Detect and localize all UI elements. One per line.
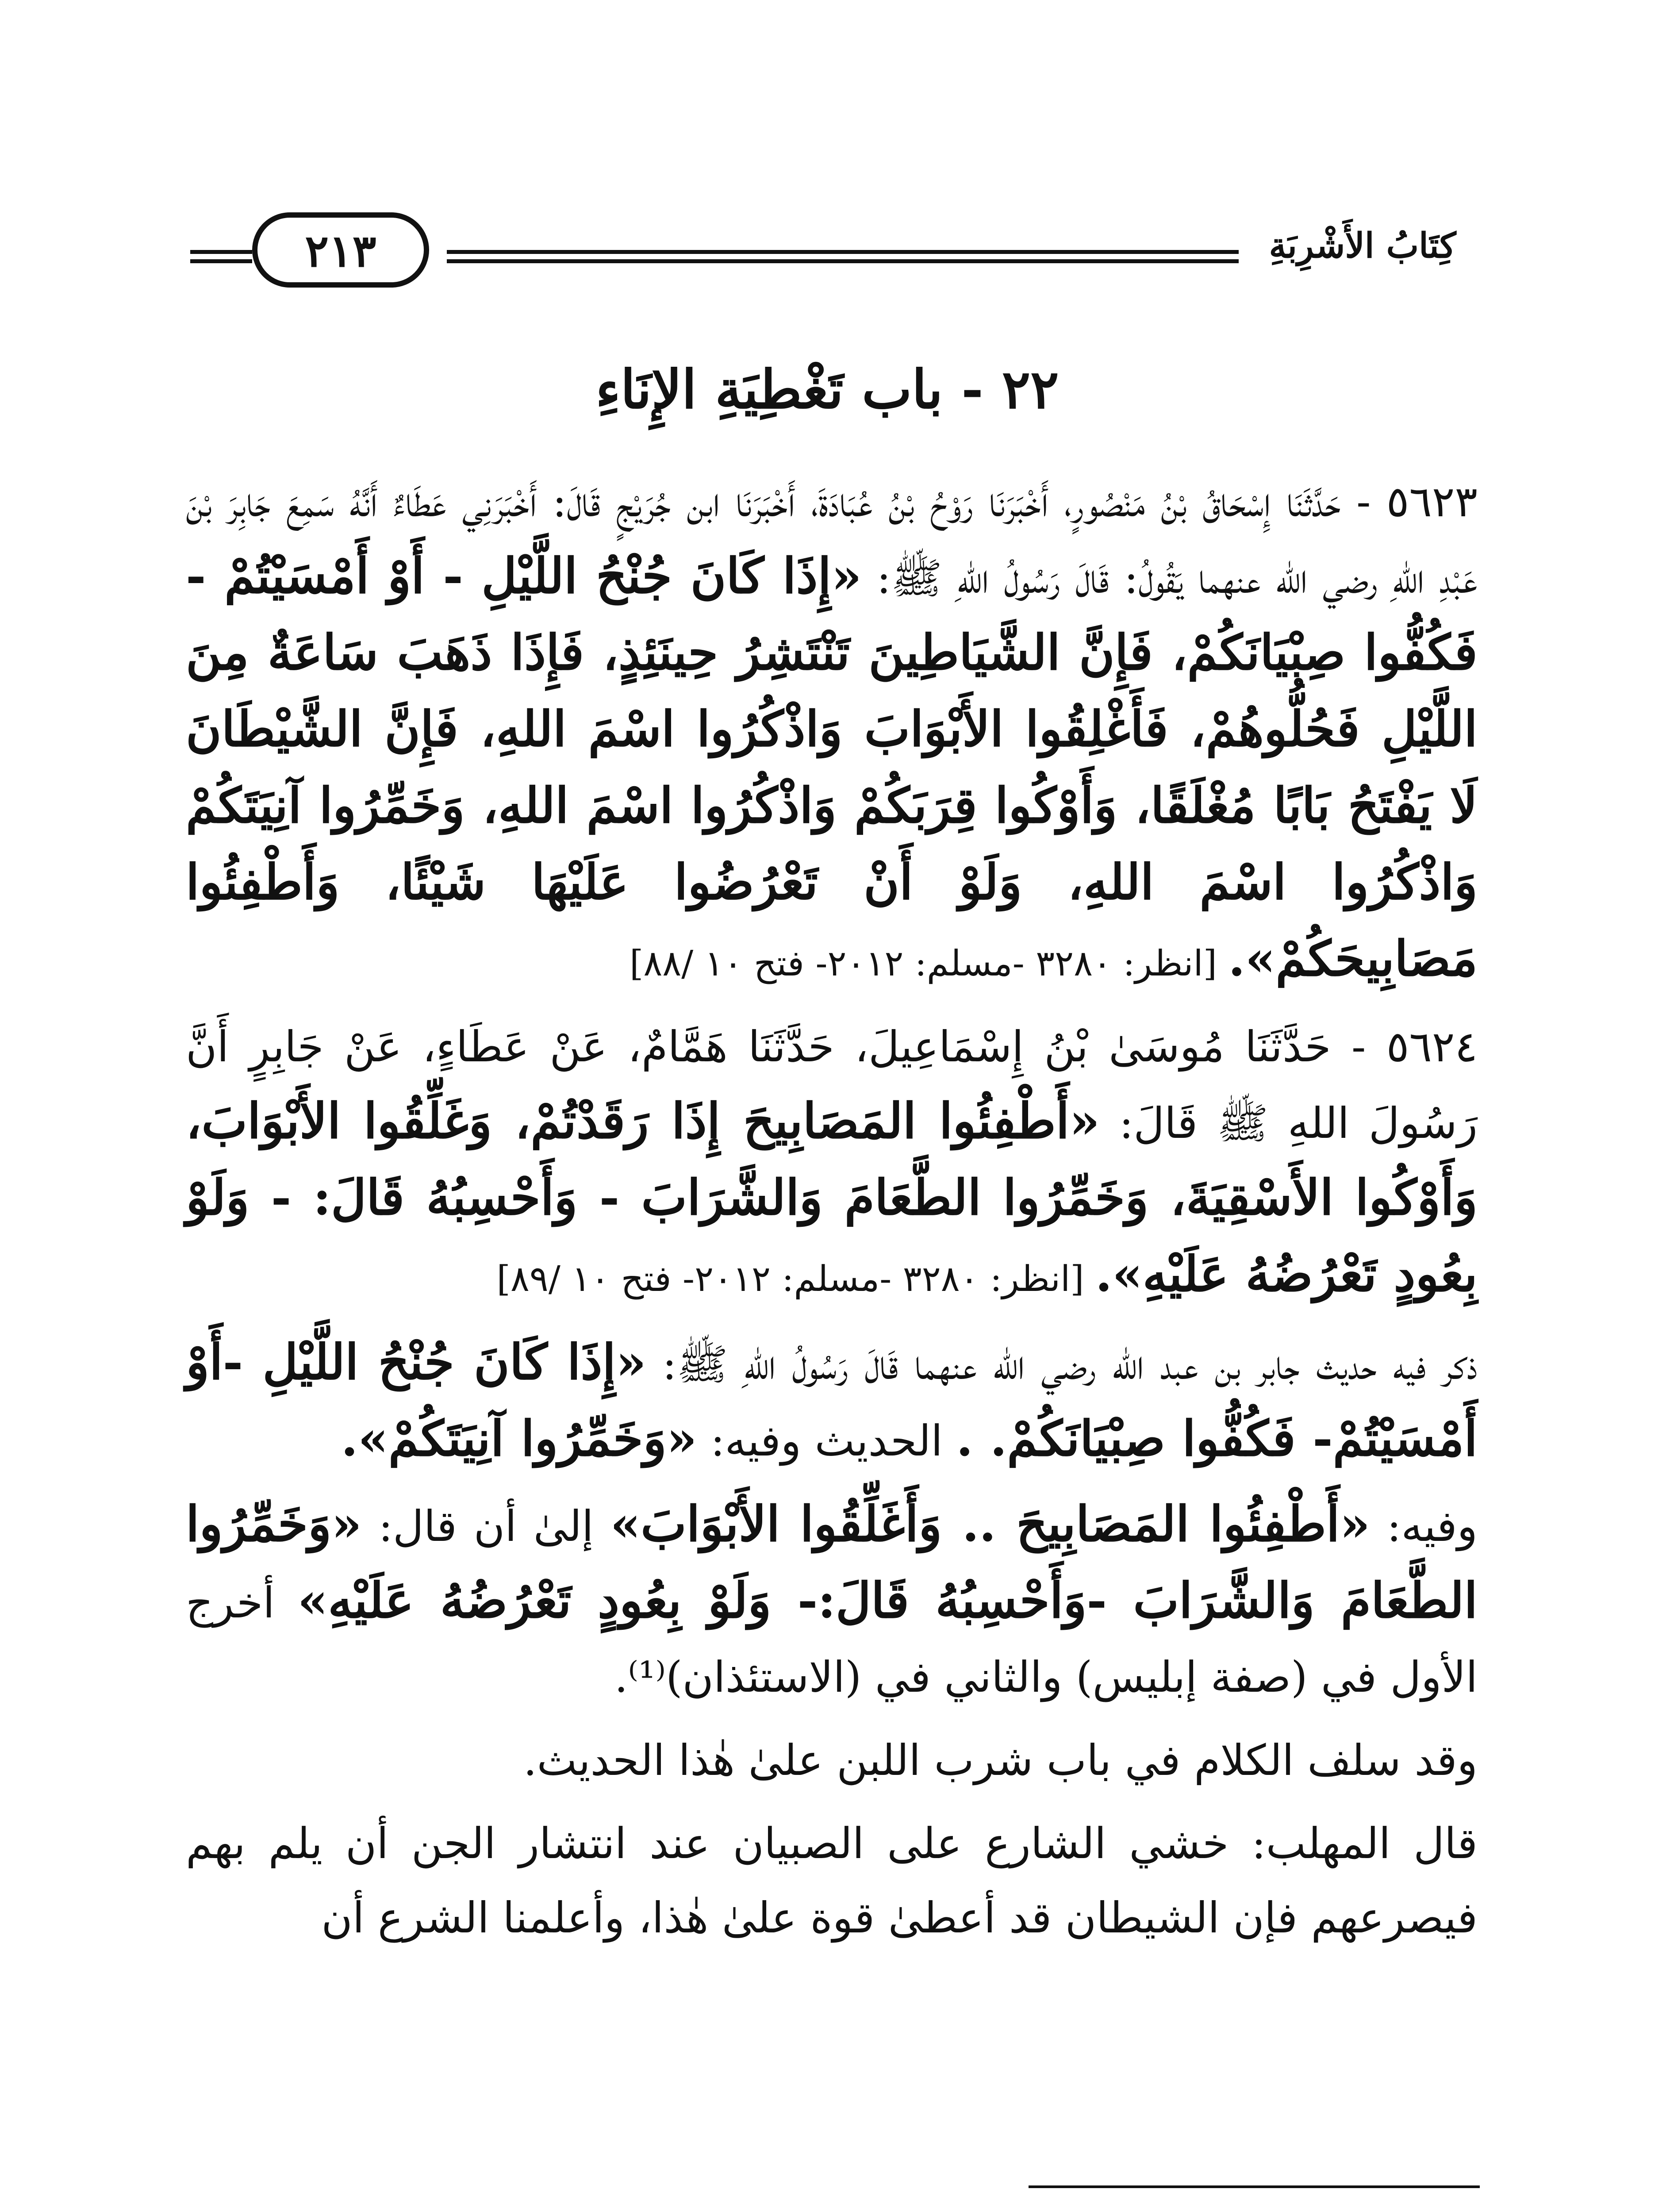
- footnote-divider: [1029, 2185, 1480, 2188]
- commentary-paragraph: [186, 1487, 1478, 1714]
- page-header: [190, 208, 1464, 296]
- isnad-text: ٥٦٢٣ - حَدَّثَنَا إِسْحَاقُ بْنُ مَنْصُورٍ، أَخْبَرَنَا رَوْحُ بْنُ عُبَادَةَ، أَخْبَرَنَا ابن جُرَيْجٍ قَالَ: أَخْبَرَنِي عَطَاءٌ أَنَّهُ سَمِعَ جَابِرَ بْنَ عَبْدِ اللهِ رضي الله عنهما يَقُولُ: قَالَ رَسُولُ اللهِ ﷺ:: [186, 477, 1478, 603]
- header-rule: [447, 250, 1239, 263]
- hadith-text: «إِذَا كَانَ جُنْحُ اللَّيْلِ - أَوْ أَمْسَيْتُمْ - فَكُفُّوا صِبْيَانَكُمْ، فَإِنَّ الشَّيَاطِينَ تَنْتَشِرُ حِينَئِذٍ، فَإِذَا ذَهَبَ سَاعَةٌ مِنَ اللَّيْلِ فَحُلُّوهُمْ، فَأَغْلِقُوا الأَبْوَابَ وَاذْكُرُوا اسْمَ اللهِ، فَإِنَّ الشَّيْطَانَ لَا يَفْتَحُ بَابًا مُغْلَقًا، وَأَوْكُوا قِرَبَكُمْ وَاذْكُرُوا اسْمَ اللهِ، وَخَمِّرُوا آنِيَتَكُمْ وَاذْكُرُوا اسْمَ اللهِ، وَلَوْ أَنْ تَعْرُضُوا عَلَيْهَا شَيْئًا، وَأَطْفِئُوا مَصَابِيحَكُمْ».: [186, 547, 1478, 987]
- commentary-text: الحديث وفيه:: [697, 1416, 956, 1466]
- hadith-text: «أَطْفِئُوا المَصَابِيحَ إِذَا رَقَدْتُمْ، وَغَلِّقُوا الأَبْوَابَ، وَأَوْكُوا الأَسْقِيَةَ، وَخَمِّرُوا الطَّعَامَ وَالشَّرَابَ - وَأَحْسِبُهُ قَالَ: - وَلَوْ بِعُودٍ تَعْرُضُهُ عَلَيْهِ».: [186, 1092, 1478, 1302]
- commentary-text: وقد سلف الكلام في باب شرب اللبن علىٰ هٰذا الحديث.: [523, 1736, 1478, 1785]
- quoted-hadith: «وَخَمِّرُوا آنِيَتَكُمْ».: [341, 1410, 697, 1467]
- quoted-hadith: «وَخَمِّرُوا الطَّعَامَ وَالشَّرَابَ -وَأَحْسِبُهُ قَالَ:- وَلَوْ بِعُودٍ تَعْرُضُهُ عَلَيْهِ»: [186, 1495, 1478, 1629]
- commentary-text: ذكر فيه حديث جابر بن عبد الله رضي الله عنهما قَالَ رَسُولُ اللهِ ﷺ:: [646, 1340, 1478, 1389]
- header-rule-end: [190, 250, 252, 263]
- quoted-hadith: «أَطْفِئُوا المَصَابِيحَ .. وَأَغَلِّقُوا الأَبْوَابَ»: [610, 1495, 1371, 1552]
- hadith-paragraph-5624: [186, 1010, 1478, 1316]
- book-title: كِتَابُ الأَشْرِبَةِ: [1269, 226, 1456, 266]
- chapter-title: ٢٢ - باب تَغْطِيَةِ الإِنَاءِ: [595, 358, 1059, 421]
- commentary-text: أخرج الأول في (صفة إبليس) والثاني في (الاستئذان)⁽¹⁾.: [186, 1578, 1478, 1702]
- commentary-paragraph: [186, 1806, 1478, 1955]
- commentary-text: وفيه:: [1370, 1502, 1478, 1551]
- isnad-text: ٥٦٢٤ - حَدَّثَنَا مُوسَىٰ بْنُ إِسْمَاعِيلَ، حَدَّثَنَا هَمَّامٌ، عَنْ عَطَاءٍ، عَنْ جَابِرٍ أَنَّ رَسُولَ اللهِ ﷺ قَالَ:: [186, 1022, 1478, 1148]
- commentary-text: قال المهلب: خشي الشارع على الصبيان عند انتشار الجن أن يلم بهم فيصرعهم فإن الشيطان قد أعطىٰ قوة علىٰ هٰذا، وأعلمنا الشرع أن: [186, 1819, 1478, 1943]
- page-number: ٢١٣: [252, 212, 429, 288]
- hadith-reference: [انظر: ٣٢٨٠ -مسلم: ٢٠١٢- فتح ١٠ /٨٩]: [496, 1258, 1095, 1299]
- hadith-reference: [انظر: ٣٢٨٠ -مسلم: ٢٠١٢- فتح ١٠ /٨٨]: [630, 943, 1229, 984]
- commentary-paragraph: [186, 1325, 1478, 1478]
- commentary-text: إلىٰ أن قال:: [361, 1502, 610, 1551]
- hadith-paragraph-5623: [186, 465, 1478, 1001]
- quoted-hadith: «إِذَا كَانَ جُنْحُ اللَّيْلِ -أَوْ أَمْسَيْتُمْ- فَكُفُّوا صِبْيَانَكُمْ. .: [186, 1333, 1478, 1467]
- commentary-paragraph: [186, 1723, 1478, 1797]
- body-text: [186, 465, 1478, 1964]
